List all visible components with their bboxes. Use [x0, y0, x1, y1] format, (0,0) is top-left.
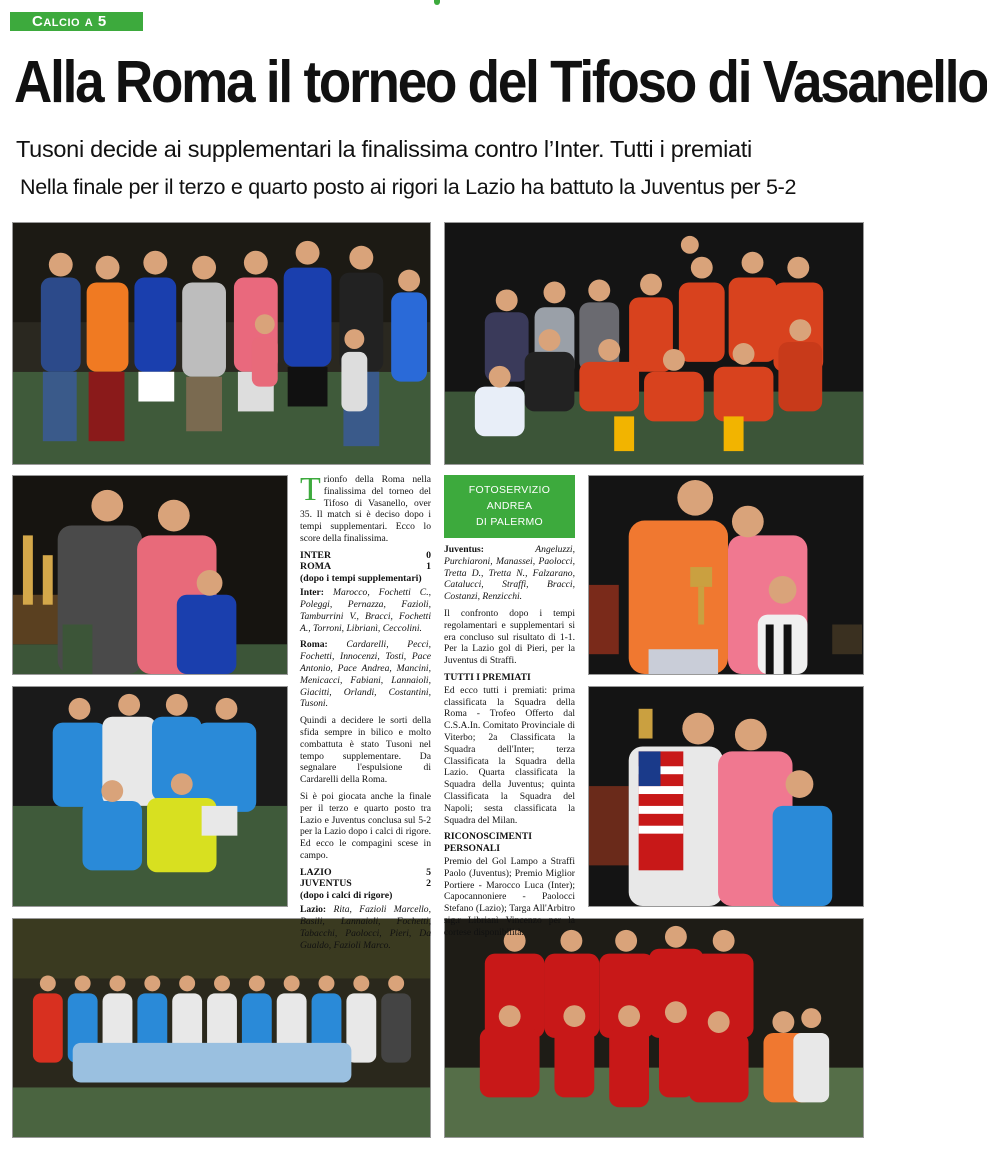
article-column-1 — [300, 471, 432, 957]
score-note: (dopo i calci di rigore) — [300, 889, 393, 901]
section-tag: Calcio a 5 — [10, 12, 143, 31]
score-team1: INTER — [300, 549, 332, 561]
inter-lineup: Inter: Marocco, Fochetti C., Poleggi, Pernazza, Fazioli, Tamburrini V., Bracci, Fochetti A., Torroni, Librianì, Ceccolini. — [300, 587, 431, 634]
photo-napoli-team — [12, 686, 288, 907]
score-value1: 0 — [426, 549, 431, 561]
credits-line-2: ANDREA — [486, 500, 533, 512]
score-third-place — [300, 867, 431, 902]
juve-lineup: Juventus: Angeluzzi, Purchiaroni, Manassei, Paolocci, Tretta D., Tretta N., Falzarano, Catalucci, Straffi, Bracci, Costanzi, Renzicchi. — [444, 544, 575, 603]
score-value1: 5 — [426, 866, 431, 878]
score-final — [300, 550, 431, 585]
photo-usa-flag — [588, 686, 864, 907]
drop-cap: T — [300, 471, 321, 508]
roma-lineup: Roma: Cardarelli, Pecci, Fochetti, Innocenzi, Tosti, Pace Antonio, Pace Andrea, Mancini, Menicacci, Fabiani, Lannaioli, Giacitti, Orlandi, Costantini, Tusoni. — [300, 639, 431, 710]
score-team2: JUVENTUS — [300, 878, 352, 890]
premiati-text: Ed ecco tutti i premiati: prima classificata la Squadra della Roma - Trofeo Offerto dal C.S.A.In. Comitato Provinciale di Viterbo; 2a Classificata la Squadra dell'Inter; terza Classificata la Squadra della Lazio. Quarta classificata la Squadra della Juventus; quinta Classificata la Squadra del Napoli; sesta classificata la Squadra del Milan. — [444, 684, 575, 826]
score-team2: ROMA — [300, 561, 332, 573]
score-value2: 2 — [426, 878, 431, 890]
score-value2: 1 — [426, 561, 431, 573]
photo-roma-team — [444, 222, 864, 465]
article-para-2: Quindi a decidere le sorti della sfida sempre in bilico e molto combattuta è stato Tusoni nel tempo supplementare. Da segnalare l'espulsione di Cardarelli della Roma. — [300, 715, 431, 786]
headline: Alla Roma il torneo del Tifoso di Vasanello — [14, 49, 987, 116]
photo-trophy-boy — [12, 475, 288, 675]
lazio-lineup: Lazio: Rita, Fazioli Marcello, Basili, Lannaioli, Fochetti, Tabacchi, Paolocci, Pieri, Da Gualdo, Fazioli Marco. — [300, 904, 432, 951]
photo-trophy-orange — [588, 475, 864, 675]
photo-credits — [444, 475, 575, 538]
top-accent — [434, 0, 440, 5]
premiati-heading: TUTTI I PREMIATI — [444, 671, 531, 683]
photo-inter-team — [12, 222, 431, 465]
photo-milan-team — [444, 918, 864, 1138]
subheadline-secondary: Nella finale per il terzo e quarto posto ai rigori la Lazio ha battuto la Juventus per 5-2 — [20, 175, 797, 199]
riconoscimenti-heading: RICONOSCIMENTI PERSONALI — [444, 831, 532, 855]
credits-line-3: DI PALERMO — [476, 516, 543, 528]
article-intro: Trionfo della Roma nella finalissima del torneo del Tifoso di Vasanello, over 35. Il match si è deciso dopo i tempi supplementari. Ecco lo score della finalissima. — [300, 471, 431, 544]
score-team1: LAZIO — [300, 866, 332, 878]
article-para-4: Il confronto dopo i tempi regolamentari e supplementari si era concluso sul risultato di 1-1. Per la Lazio gol di Pieri, per la Juventus di Straffi. — [444, 607, 575, 667]
subheadline: Tusoni decide ai supplementari la finalissima contro l’Inter. Tutti i premiati — [16, 136, 752, 162]
article-para-3: Si è poi giocata anche la finale per il terzo e quarto posto tra Lazio e Juventus conclusa sul 5-2 per la Lazio dopo i calci di rigore. Ed ecco le compagini scese in campo. — [300, 791, 431, 862]
article-column-2 — [444, 544, 575, 944]
score-note: (dopo i tempi supplementari) — [300, 572, 422, 584]
riconoscimenti-text: Premio del Gol Lampo a Straffi Paolo (Juventus); Premio Miglior Portiere - Marocco Luca (Inter); Capocannoniere - Paolocci Stefano (Lazio); Targa All'Arbitro sig.r Librianì Vincenzo per la cortese disponibilità. — [444, 855, 575, 938]
credits-line-1: FOTOSERVIZIO — [468, 484, 551, 496]
